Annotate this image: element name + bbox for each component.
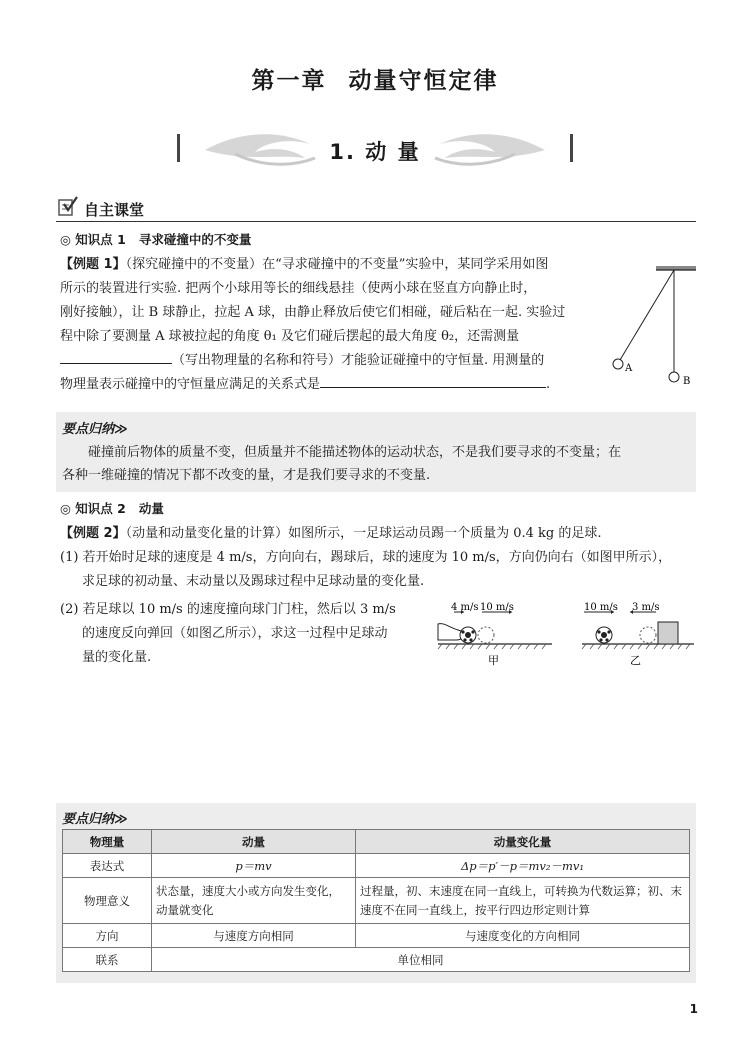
example-line: 所示的装置进行实验. 把两个小球用等长的细线悬挂（使两小球在竖直方向静止时， [60,281,537,296]
example-label: 【例题 2】 [60,526,126,541]
figure-jia [434,602,556,672]
question-1-line: 求足球的初动量、末动量以及踢球过程中足球动量的变化量. [82,574,425,589]
pendulum-figure [604,262,704,392]
knowledge-point-2 [60,499,164,517]
table-cell: 与速度变化的方向相同 [356,924,690,948]
table-cell: 方向 [63,924,152,948]
kp-title: 寻求碰撞中的不变量 [138,232,252,247]
section-subtitle: 自主课堂 [84,201,145,219]
velocity-label: 10 m/s [584,602,618,613]
ball-a-label: A [625,363,633,374]
velocity-label: 10 m/s [480,602,514,613]
question-2 [60,598,430,670]
comparison-table [62,829,690,972]
divider [56,221,696,222]
table-cell: p＝mv [152,854,356,878]
figure-yi [578,602,698,672]
example-line: 刚好接触），让 B 球静止，拉起 A 球，由静止释放后使它们相碰，碰后粘在一起. 实验过 [60,305,566,320]
summary-line: 碰撞前后物体的质量不变，但质量并不能描述物体的运动状态，不是我们要寻求的不变量；在 [88,445,622,460]
example-2 [60,522,700,594]
answer-blank[interactable] [60,349,172,364]
table-cell: Δp＝p′－p＝mv₂－mv₁ [356,854,690,878]
example-line: 物理量表示碰撞中的守恒量应满足的关系式是 [60,377,321,392]
period: . [546,377,551,392]
circle-marker-icon: ◎ [60,232,71,247]
knowledge-point-1 [60,230,251,248]
velocity-label: 4 m/s [451,602,479,613]
question-2-line: 的速度反向弹回（如图乙所示），求这一过程中足球动 [82,626,388,641]
table-cell: 物理意义 [63,878,152,924]
table-cell: 与速度方向相同 [152,924,356,948]
table-cell: 联系 [63,948,152,972]
chapter-number: 第一章 [251,68,327,94]
example-line: （写出物理量的名称和符号）才能验证碰撞中的守恒量. 用测量的 [172,353,545,368]
figure-caption: 甲 [488,654,499,667]
example-1 [60,253,600,397]
velocity-label: 3 m/s [632,602,660,613]
summary-title: 要点归纳≫ [62,812,128,827]
page-number: 1 [689,1002,698,1016]
example-line: （探究碰撞中的不变量）在“寻求碰撞中的不变量”实验中，某同学采用如图 [125,257,549,272]
answer-blank[interactable] [320,373,546,388]
chapter-title: 动量守恒定律 [348,68,499,94]
chapter-heading [0,62,750,95]
example-label: 【例题 1】 [60,257,126,272]
table-cell: 过程量，初、末速度在同一直线上，可转换为代数运算；初、末速度不在同一直线上，按平行四边形定则计算 [356,878,690,924]
question-2-line: 量的变化量. [82,650,152,665]
figure-caption: 乙 [630,654,641,667]
question-2-line: (2) 若足球以 10 m/s 的速度撞向球门门柱，然后以 3 m/s [60,602,396,617]
table-cell: 状态量，速度大小或方向发生变化，动量就变化 [152,878,356,924]
example-intro: （动量和动量变化量的计算）如图所示，一足球运动员踢一个质量为 0.4 kg 的足球. [125,526,602,541]
kp-label: 知识点 1 [75,232,126,247]
kp-title: 动量 [138,501,164,516]
section-title: 1. 动 量 [329,140,421,164]
ball-b-label: B [683,376,691,387]
summary-title: 要点归纳≫ [62,422,128,437]
example-line: 程中除了要测量 A 球被拉起的角度 θ₁ 及它们碰后摆起的最大角度 θ₂，还需测量 [60,329,520,344]
summary-box-2 [56,803,696,983]
summary-line: 各种一维碰撞的情况下都不改变的量，才是我们要寻求的不变量. [62,468,431,483]
checklist-icon [56,196,78,218]
circle-marker-icon: ◎ [60,501,71,516]
question-1-line: (1) 若开始时足球的速度是 4 m/s，方向向右，踢球后，球的速度为 10 m/s，方向仍向右（如图甲所示）， [60,550,672,565]
table-header: 物理量 [63,830,152,854]
table-header: 动量 [152,830,356,854]
table-cell: 表达式 [63,854,152,878]
table-header: 动量变化量 [356,830,690,854]
summary-box-1 [56,412,696,492]
kp-label: 知识点 2 [75,501,126,516]
table-cell: 单位相同 [152,948,690,972]
